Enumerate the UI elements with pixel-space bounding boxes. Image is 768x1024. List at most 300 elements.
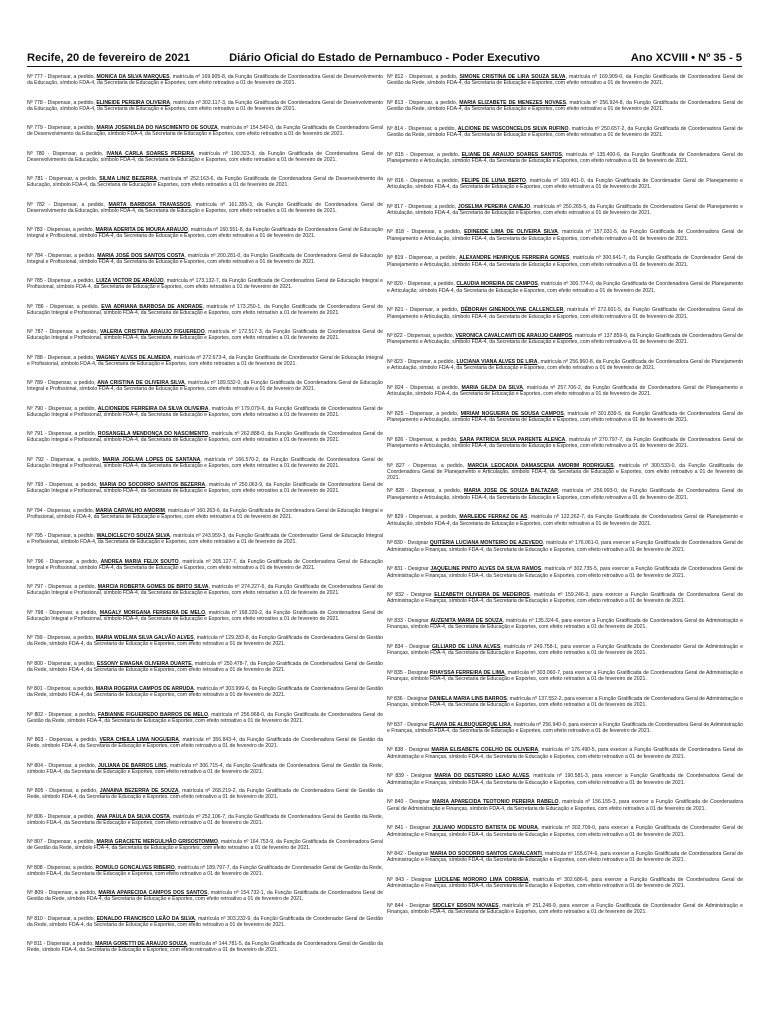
entry-action: Designar: [407, 851, 429, 857]
entry-person-name: MARIA JOELMA LOPES DE SANTANA: [102, 456, 201, 463]
entry-action: Dispensar, a pedido,: [47, 227, 95, 233]
gazette-entry: Nº 791 - Dispensar, a pedido, ROSANGELA MENDONÇA DO NASCIMENTO, matrícula nº 262.888-0, da Função Gratificada de Coordenadora Geral de Educação Integral e Profissional, símbolo FDA-4, da Secretaria de Educação e Esportes, com efeito retroativo a 01 de fevereiro de 2021.: [27, 431, 383, 444]
entry-action: Designar: [409, 902, 431, 909]
entry-action: Dispensar, a pedido,: [47, 125, 95, 131]
entry-person-name: SIMONE CRISTINA DE LIRA SOUZA SILVA: [459, 74, 566, 80]
entry-action: Dispensar, a pedido,: [48, 252, 96, 259]
entry-details: , matrícula nº 303.232-9, da Função Gratificada de Coordenador Geral de Gestão da Rede, símbolo FDA-4, da Secretaria de Educação e Esportes, com efeito retroativo a 01 de fevereiro de 2021.: [27, 915, 383, 928]
entry-number: Nº 836: [387, 695, 403, 702]
entry-number: Nº 788: [27, 354, 43, 361]
gazette-entry: Nº 801 - Dispensar, a pedido, MARIA ROGERIA CAMPOS DE ARRUDA, matrícula nº 303.999-6, da Função Gratificada de Coordenadora Geral de Gestão da Rede, símbolo FDA-4, da Secretaria de Educação e Esportes, com efeito retroativo a 01 de fevereiro de 2021.: [27, 686, 383, 699]
entry-number: Nº 811: [27, 941, 43, 947]
entry-number: Nº 793: [27, 482, 44, 488]
entry-action: Dispensar, a pedido,: [47, 99, 95, 106]
entry-details: , matrícula nº 257.706-2, da Função Gratificada de Coordenadora Geral de Planejamento e Articulação, símbolo FDA-4, da Secretaria de Educação e Esportes, com efeito retroativo a 01 de fevereiro de 2021.: [387, 384, 743, 398]
entry-person-name: MAGALY MORGANA FERREIRA DE MELO: [99, 609, 206, 616]
entry-action: Dispensar, a pedido,: [409, 514, 458, 521]
entry-action: Dispensar, a pedido,: [48, 380, 96, 386]
entry-details: , matrícula nº 305.127-7, da Função Gratificada de Coordenadora Geral de Educação Integral e Profissional, símbolo FDA-4, da Secretaria de Educação e Esportes, com efeito retroativo a 01 de fevereiro de 2021.: [27, 558, 383, 571]
entry-number: Nº 816: [387, 177, 404, 184]
entry-action: Dispensar, a pedido,: [47, 839, 95, 845]
entry-number: Nº 823: [387, 358, 403, 365]
entry-action: Dispensar, a pedido,: [47, 278, 95, 284]
entry-action: Designar: [408, 747, 430, 754]
entry-person-name: VALERIA CRISTINA ARAUJO FIGUEREDO: [100, 329, 205, 335]
entry-action: Dispensar, a pedido,: [47, 660, 96, 667]
entry-details: , matrícula nº 144.781-5, da Função Gratificada de Coordenadora Geral de Gestão da Rede, símbolo FDA-4, da Secretaria de Educação e Esportes, com efeito retroativo a 01 de fevereiro de 2021.: [27, 941, 383, 954]
entry-person-name: MARIA APARECIDA CAMPOS DOS SANTOS: [98, 890, 208, 896]
entry-details: , matrícula nº 274.227-6, da Função Gratificada de Coordenadora Geral de Educação Integral e Profissional, símbolo FDA-4, da Secretaria de Educação e Esportes, com efeito retroativo a 01 de fevereiro de 2021.: [27, 584, 384, 597]
entry-action: Dispensar, a pedido,: [47, 915, 95, 922]
entry-person-name: MARIA GILDA DA SILVA: [461, 384, 523, 391]
entry-number: Nº 819: [387, 255, 404, 262]
entry-action: Dispensar, a pedido,: [47, 864, 95, 871]
entry-action: Dispensar, a pedido,: [409, 436, 458, 443]
entry-number: Nº 822: [387, 333, 403, 339]
gazette-entry: Nº 779 - Dispensar, a pedido, MARIA JOSENILDA DO NASCIMENTO DE SOUZA, matrícula nº 154.540-0, da Função Gratificada de Coordenadora Geral de Desenvolvimento da Educação, símbolo FDA-4, da Secretaria de Educação e Esportes, com efeito retroativo a 01 de fevereiro de 2021.: [27, 125, 383, 138]
entry-person-name: ELIZABETH OLIVEIRA DE MEDEIROS: [434, 592, 530, 598]
entry-action: Dispensar, a pedido,: [47, 74, 95, 80]
entry-details: , matrícula nº 173.132-7, da Função Gratificada de Coordenadora Geral de Educação Integral e Profissional, símbolo FDA-4, da Secretaria de Educação e Esportes, com efeito retroativo a 01 de fevereiro de 2021.: [27, 278, 383, 291]
entry-number: Nº 794: [27, 507, 43, 514]
entry-number: Nº 826: [387, 436, 404, 443]
entry-details: , matrícula nº 189.797-7, da Função Gratificada de Coordenador Geral de Gestão da Rede, símbolo FDA-4, da Secretaria de Educação e Esportes, com efeito retroativo a 01 de fevereiro de 2021.: [27, 864, 384, 877]
entry-number: Nº 800: [27, 660, 43, 667]
entry-action: Dispensar, a pedido,: [52, 150, 104, 157]
entry-person-name: AUZENITA MARIA DE SOUZA: [430, 617, 503, 624]
entry-person-name: EDNALDO FRANCISCO LEÃO DA SILVA: [96, 915, 195, 922]
entry-action: Dispensar, a pedido,: [48, 405, 96, 412]
gazette-entry: Nº 793 - Dispensar, a pedido, MARIA DO SOCORRO SANTOS BEZERRA, matrícula nº 250.063-9, da Função Gratificada de Coordenadora Geral de Educação Integral e Profissional, símbolo FDA-4, da Secretaria de Educação e Esportes, com efeito retroativo a 01 de fevereiro de 2021.: [27, 482, 383, 495]
gazette-entry: Nº 800 - Dispensar, a pedido, ESSONY EWAGNA OLIVEIRA DUARTE, matrícula nº 250.478-7, da Função Gratificada de Coordenadora Geral de Gestão da Rede, símbolo FDA-4, da Secretaria de Educação e Esportes, com efeito retroativo a 01 de fevereiro de 2021.: [27, 660, 383, 673]
entry-person-name: MARIA ELISABETE COELHO DE OLIVEIRA: [431, 747, 539, 754]
entry-number: Nº 831: [387, 566, 403, 573]
entry-action: Dispensar, a pedido,: [49, 482, 98, 488]
gazette-entry: Nº 824 - Dispensar, a pedido, MARIA GILDA DA SILVA, matrícula nº 257.706-2, da Função Gratificada de Coordenadora Geral de Planejamento e Articulação, símbolo FDA-4, da Secretaria de Educação e Esportes, com efeito retroativo a 01 de fevereiro de 2021.: [387, 384, 743, 398]
entry-details: , matrícula nº 159.246-3, para exercer a Função Gratificada de Coordenadora Geral de Administração e Finanças, símbolo FDA-4, da Secretaria de Educação e Esportes, com efeito retroativo a 01 de fevereiro de 2021.: [387, 592, 743, 605]
entry-action: Dispensar, a pedido,: [53, 201, 105, 208]
entry-details: , matrícula nº 179.079-6, da Função Gratificada de Coordenadora Geral de Educação Integral e Profissional, símbolo FDA-4, da Secretaria de Educação e Esportes, com efeito retroativo a 01 de fevereiro de 2021.: [27, 405, 383, 418]
entry-person-name: MARIA ELIZABETE DE MENEZES NOVAES: [459, 99, 566, 106]
entry-person-name: JULIANO MODESTO BATISTA DE MOURA: [432, 825, 538, 832]
gazette-entry: Nº 805 - Dispensar, a pedido, JANAINA BEZERRA DE SOUZA, matrícula nº 268.219-2, da Função Gratificada de Coordenadora Geral de Gestão da Rede, símbolo FDA-4, da Secretaria de Educação e Esportes, com efeito retroativo a 01 de fevereiro de 2021.: [27, 788, 383, 801]
entry-details: , matrícula nº 190.323-3, da Função Gratificada de Coordenadora Geral de Desenvolvimento da Educação, símbolo FDA-4, da Secretaria de Educação e Esportes, com efeito retroativo a 01 de fevereiro de 2021.: [27, 150, 383, 163]
gazette-entry: Nº 816 - Dispensar, a pedido, FELIPE DE LUNA BERTO, matrícula nº 169.461-0, da Função Gratificada de Coordenador Geral de Planejamento e Articulação, símbolo FDA-4, da Secretaria de Educação e Esportes, com efeito retroativo a 01 de fevereiro de 2021.: [387, 177, 743, 190]
entry-number: Nº 798: [27, 609, 44, 616]
gazette-entry: Nº 782 - Dispensar, a pedido, MARTA BARBOSA TRAVASSOS, matrícula nº 161.355-3, da Função Gratificada de Coordenadora Geral de Desenvolvimento da Educação, símbolo FDA-4, da Secretaria de Educação e Esportes, com efeito retroativo a 01 de fevereiro de 2021.: [27, 201, 383, 214]
gazette-entry: Nº 821 - Dispensar, a pedido, DÉBORAH GINENDOLYNE CALLENCLER, matrícula nº 272.601-5, da Função Gratificada de Coordenadora Geral de Planejamento e Articulação, símbolo FDA-4, da Secretaria de Educação e Esportes, com efeito retroativo a 01 de fevereiro de 2021.: [387, 307, 743, 320]
gazette-entry: Nº 789 - Dispensar, a pedido, ANA CRISTINA DE OLIVEIRA SILVA, matrícula nº 189.532-0, da Função Gratificada de Coordenadora Geral de Educação Integral e Profissional, símbolo FDA-4, da Secretaria de Educação e Esportes, com efeito retroativo a 01 de fevereiro de 2021.: [27, 380, 383, 393]
entry-number: Nº 815: [387, 151, 404, 158]
entry-person-name: LUIZA VICTOR DE ARAÚJO: [96, 278, 164, 284]
entry-action: Dispensar, a pedido,: [407, 358, 455, 365]
gazette-entry: Nº 778 - Dispensar, a pedido, ELINEIDE PEREIRA OLIVEIRA, matrícula nº 302.117-3, da Função Gratificada de Coordenadora Geral de Desenvolvimento da Educação, símbolo FDA-4, da Secretaria de Educação e Esportes, com efeito retroativo a 01 de fevereiro de 2021.: [27, 99, 383, 112]
entry-number: Nº 835: [387, 669, 403, 676]
entry-action: Designar: [409, 643, 430, 650]
entry-person-name: VERA CHEILA LIMA NOGUEIRA: [99, 737, 179, 743]
entry-details: , matrícula nº 272.601-5, da Função Gratificada de Coordenadora Geral de Planejamento e Articulação, símbolo FDA-4, da Secretaria de Educação e Esportes, com efeito retroativo a 01 de fevereiro de 2021.: [387, 307, 743, 320]
entry-person-name: MARIA DO SOCORRO SANTOS CAVALCANTI: [430, 851, 542, 857]
entry-number: Nº 840: [387, 799, 404, 806]
entry-person-name: MARIA JOSE DE SOUZA BALTAZAR: [464, 488, 558, 495]
entry-action: Dispensar, a pedido,: [48, 431, 97, 437]
entry-number: Nº 807: [27, 839, 43, 845]
entry-action: Dispensar, a pedido,: [47, 507, 95, 514]
entry-action: Dispensar, a pedido,: [47, 686, 95, 692]
entry-person-name: JULIANA DE BARROS LINS: [97, 762, 167, 769]
entry-action: Dispensar, a pedido,: [49, 176, 98, 182]
gazette-entry: Nº 814 - Dispensar, a pedido, ALCIONE DE VASCONCELOS SILVA RUFINO, matrícula nº 250.657-2, da Função Gratificada de Coordenadora Geral de Gestão da Rede, símbolo FDA-4, da Secretaria de Educação e Esportes, com efeito retroativo a 01 de fevereiro de 2021.: [387, 125, 743, 139]
entry-number: Nº 814: [387, 125, 403, 132]
header-issue-number: Ano XCVIII • Nº 35 - 5: [630, 52, 742, 64]
gazette-entry: Nº 837 - Designar FLAVIA DE ALBUQUERQUE LIRA, matrícula nº 256.940-0, para exercer a Função Gratificada de Coordenadora Geral de Administração e Finanças, símbolo FDA-4, da Secretaria de Educação e Esportes, com efeito retroativo a 01 de fevereiro de 2021.: [387, 721, 743, 734]
entry-person-name: EDINEIDE LIMA DE OLIVEIRA SILVA: [464, 229, 558, 236]
gazette-entry: Nº 780 - Dispensar, a pedido, IVANA CARLA SOARES PEREIRA, matrícula nº 190.323-3, da Função Gratificada de Coordenadora Geral de Desenvolvimento da Educação, símbolo FDA-4, da Secretaria de Educação e Esportes, com efeito retroativo a 01 de fevereiro de 2021.: [27, 150, 383, 163]
entry-person-name: MARIA GRACIETE MERGULHÃO GRISOSTOMMO: [96, 839, 218, 845]
gazette-entry: Nº 828 - Dispensar, a pedido, MARIA JOSE DE SOUZA BALTAZAR, matrícula nº 256.993-0, da Função Gratificada de Coordenadora Geral de Planejamento e Articulação, símbolo FDA-4, da Secretaria de Educação e Esportes, com efeito retroativo a 01 de fevereiro de 2021.: [387, 488, 743, 501]
gazette-entry: Nº 797 - Dispensar, a pedido, MARCIA ROBERTA GOMES DE BRITO SILVA, matrícula nº 274.227-6, da Função Gratificada de Coordenadora Geral de Educação Integral e Profissional, símbolo FDA-4, da Secretaria de Educação e Esportes, com efeito retroativo a 01 de fevereiro de 2021.: [27, 584, 384, 597]
entry-action: Dispensar, a pedido,: [49, 737, 98, 743]
entry-action: Designar: [408, 566, 429, 573]
entry-action: Dispensar, a pedido,: [50, 456, 100, 463]
entry-action: Dispensar, a pedido,: [48, 584, 96, 590]
entry-details: , matrícula nº 176.061-0, para exercer a Função Gratificada de Coordenadora Geral de Administração e Finanças, símbolo FDA-4, da Secretaria de Educação e Esportes, com efeito retroativo a 01 de fevereiro de 2021.: [387, 540, 743, 553]
entry-number: Nº 806: [27, 813, 43, 820]
entry-action: Dispensar, a pedido,: [408, 125, 456, 132]
gazette-entry: Nº 822 - Dispensar, a pedido, VERONICA CAVALCANTI DE ARAUJO CAMPOS, matrícula nº 137.859-9, da Função Gratificada de Coordenadora Geral de Planejamento e Articulação, símbolo FDA-4, da Secretaria de Educação e Esportes, com efeito retroativo a 01 de fevereiro de 2021.: [387, 333, 743, 346]
entry-details: , matrícula nº 249.758-1, para exercer a Função Gratificada de Coordenador Geral de Administração e Finanças, símbolo FDA-4, da Secretaria de Educação e Esportes, com efeito retroativo a 01 de fevereiro de 2021.: [387, 643, 743, 657]
entry-person-name: SARA PATRICIA SILVA PARENTE ALENCA: [459, 436, 566, 443]
entry-action: Dispensar, a pedido,: [409, 410, 459, 417]
entry-number: Nº 837: [387, 721, 403, 728]
entry-person-name: ROSANGELA MENDONÇA DO NASCIMENTO: [97, 431, 209, 437]
entry-person-name: MARIA ADERITA DE MOURA ARAUJO: [95, 227, 188, 233]
entry-number: Nº 792: [27, 456, 44, 463]
entry-person-name: MARIA ROGERIA CAMPOS DE ARRUDA: [95, 686, 194, 692]
entry-number: Nº 795: [27, 533, 43, 539]
entry-person-name: IVANA CARLA SOARES PEREIRA: [106, 150, 194, 157]
gazette-entry: Nº 836 - Designar DANIELA MARIA LINS BARROS, matrícula nº 137.552-2, para exercer a Função Gratificada de Coordenadora Geral de Administração e Finanças, símbolo FDA-4, da Secretaria de Educação e Esportes, com efeito retroativo a 01 de fevereiro de 2021.: [387, 695, 743, 708]
entry-number: Nº 780: [27, 150, 45, 157]
entry-action: Designar: [409, 825, 431, 832]
entry-details: , matrícula nº 168.220-2, da Função Gratificada de Coordenadora Geral de Educação Integral e Profissional, símbolo FDA-4, da Secretaria de Educação e Esportes, com efeito retroativo a 01 de fevereiro de 2021.: [27, 609, 383, 622]
entry-number: Nº 789: [27, 380, 43, 386]
entry-person-name: WAGNEY ALVES DE ALMEIDA: [96, 354, 171, 361]
entry-action: Designar: [407, 695, 428, 702]
gazette-entry: Nº 796 - Dispensar, a pedido, ANDREA MARIA FELIX SOUTO, matrícula nº 305.127-7, da Função Gratificada de Coordenadora Geral de Educação Integral e Profissional, símbolo FDA-4, da Secretaria de Educação e Esportes, com efeito retroativo a 01 de fevereiro de 2021.: [27, 558, 383, 571]
entry-action: Dispensar, a pedido,: [409, 74, 458, 80]
gazette-entry: Nº 808 - Dispensar, a pedido, ROMULO GONCALVES RIBEIRO, matrícula nº 189.797-7, da Função Gratificada de Coordenador Geral de Gestão da Rede, símbolo FDA-4, da Secretaria de Educação e Esportes, com efeito retroativo a 01 de fevereiro de 2021.: [27, 864, 384, 877]
gazette-entry: Nº 781 - Dispensar, a pedido, SILMA LINIZ BEZERRA, matrícula nº 252.163-6, da Função Gratificada de Coordenadora Geral de Desenvolvimento da Educação, símbolo FDA-4, da Secretaria de Educação e Esportes, com efeito retroativo a 01 de fevereiro de 2021.: [27, 176, 383, 189]
gazette-entry: Nº 809 - Dispensar, a pedido, MARIA APARECIDA CAMPOS DOS SANTOS, matrícula nº 154.732-1, da Função Gratificada de Coordenadora Geral de Gestão da Rede, símbolo FDA-4, da Secretaria de Educação e Esportes, com efeito retroativo a 01 de fevereiro de 2021.: [27, 890, 383, 903]
gazette-entry: Nº 844 - Designar SIDCLEY EDSON NOVAES, matrícula nº 251.248-9, para exercer a Função Gratificada de Coordenador Geral de Administração e Finanças, símbolo FDA-4, da Secretaria de Educação e Esportes, com efeito retroativo a 01 de fevereiro de 2021.: [387, 902, 743, 916]
entry-number: Nº 834: [387, 643, 404, 650]
gazette-entry: Nº 835 - Designar RHAYSSA FERREIRA DE LIMA, matrícula nº 303.060-7, para exercer a Função Gratificada de Coordenadora Geral de Administração e Finanças, símbolo FDA-4, da Secretaria de Educação e Esportes, com efeito retroativo a 01 de fevereiro de 2021.: [387, 669, 743, 683]
entry-person-name: MARTA BARBOSA TRAVASSOS: [108, 201, 191, 208]
entry-person-name: MARIA CARVALHO AMORIM: [95, 507, 165, 514]
entry-details: , matrícula nº 306.715-4, da Função Gratificada de Coordenadora Geral de Gestão da Rede, símbolo FDA-4, da Secretaria de Educação e Esportes, com efeito retroativo a 01 de fevereiro de 2021.: [27, 762, 383, 775]
entry-action: Dispensar, a pedido,: [407, 333, 455, 339]
entry-person-name: ALEXANDRE HENRIQUE FERREIRA GOMES: [458, 255, 570, 262]
gazette-entry: Nº 792 - Dispensar, a pedido, MARIA JOELMA LOPES DE SANTANA, matrícula nº 166.570-2, da Função Gratificada de Coordenadora Geral de Educação Integral e Profissional, símbolo FDA-4, da Secretaria de Educação e Esportes, com efeito retroativo a 01 de fevereiro de 2021.: [27, 456, 383, 469]
gazette-entry: Nº 820 - Dispensar, a pedido, CLAUDIA MOREIRA DE CAMPOS, matrícula nº 300.774-0, da Função Gratificada de Coordenadora Geral de Planejamento e Articulação, símbolo FDA-4, da Secretaria de Educação e Esportes, com efeito retroativo a 01 de fevereiro de 2021.: [387, 281, 743, 294]
entry-details: , matrícula nº 303.999-6, da Função Gratificada de Coordenadora Geral de Gestão da Rede, símbolo FDA-4, da Secretaria de Educação e Esportes, com efeito retroativo a 01 de fevereiro de 2021.: [27, 686, 383, 699]
entry-details: , matrícula nº 137.859-9, da Função Gratificada de Coordenadora Geral de Planejamento e Articulação, símbolo FDA-4, da Secretaria de Educação e Esportes, com efeito retroativo a 01 de fevereiro de 2021.: [387, 333, 743, 346]
entry-person-name: MIRIAM NOGUEIRA DE SOUSA CAMPOS: [460, 410, 564, 417]
entry-number: Nº 785: [27, 278, 43, 284]
entry-details: , matrícula nº 256.968-0, da Função Gratificada de Coordenadora Geral de Gestão da Rede, símbolo FDA-4, da Secretaria de Educação e Esportes, com efeito retroativo a 01 de fevereiro de 2021.: [27, 711, 383, 724]
gazette-entry: Nº 812 - Dispensar, a pedido, SIMONE CRISTINA DE LIRA SOUZA SILVA, matrícula nº 169.909-0, da Função Gratificada de Coordenadora Geral de Gestão da Rede, símbolo FDA-4, da Secretaria de Educação e Esportes, com efeito retroativo a 01 de fevereiro de 2021.: [387, 74, 743, 87]
entry-details: , matrícula nº 256.993-0, da Função Gratificada de Coordenadora Geral de Planejamento e Articulação, símbolo FDA-4, da Secretaria de Educação e Esportes, com efeito retroativo a 01 de fevereiro de 2021.: [387, 488, 743, 501]
gazette-entry: Nº 787 - Dispensar, a pedido, VALERIA CRISTINA ARAUJO FIGUEREDO, matrícula nº 172.517-3, da Função Gratificada de Coordenadora Geral de Educação Integral e Profissional, símbolo FDA-4, da Secretaria de Educação e Esportes, com efeito retroativo a 01 de fevereiro de 2021.: [27, 329, 383, 342]
gazette-entry: Nº 838 - Designar MARIA ELISABETE COELHO DE OLIVEIRA, matrícula nº 176.490-5, para exercer a Função Gratificada de Coordenadora Geral de Administração e Finanças, símbolo FDA-4, da Secretaria de Educação e Esportes, com efeito retroativo a 01 de fevereiro de 2021.: [387, 747, 743, 760]
entry-number: Nº 841: [387, 825, 404, 832]
entry-action: Dispensar, a pedido,: [411, 229, 462, 236]
entry-action: Dispensar, a pedido,: [47, 354, 95, 361]
entry-details: , matrícula nº 300.774-0, da Função Gratificada de Coordenadora Geral de Planejamento e Articulação, símbolo FDA-4, da Secretaria de Educação e Esportes, com efeito retroativo a 01 de fevereiro de 2021.: [387, 281, 743, 294]
entry-number: Nº 797: [27, 584, 43, 590]
entry-action: Dispensar, a pedido,: [410, 151, 460, 158]
entry-number: Nº 830: [387, 540, 403, 547]
entry-details: , matrícula nº 272.673-4, da Função Gratificada de Coordenador Geral de Educação Integral e Profissional, símbolo FDA-4, da Secretaria de Educação e Esportes, com efeito retroativo a 01 de fevereiro de 2021.: [27, 354, 383, 367]
entry-details: , matrícula nº 155.674-6, para exercer a Função Gratificada de Coordenadora Geral de Administração e Finanças, símbolo FDA-4, da Secretaria de Educação e Esportes, com efeito retroativo a 01 de fevereiro de 2021.: [387, 851, 743, 864]
entry-details: , matrícula nº 356.843-4, da Função Gratificada de Coordenadora Geral de Gestão da Rede, símbolo FDA-4, da Secretaria de Educação e Esportes, com efeito retroativo a 01 de fevereiro de 2021.: [27, 737, 383, 750]
entry-number: Nº 838: [387, 747, 404, 754]
entry-person-name: VERONICA CAVALCANTI DE ARAUJO CAMPOS: [455, 333, 573, 339]
entry-person-name: SILMA LINIZ BEZERRA: [99, 176, 157, 182]
entry-details: , matrícula nº 302.117-3, da Função Gratificada de Coordenadora Geral de Desenvolvimento da Educação, símbolo FDA-4, da Secretaria de Educação e Esportes, com efeito retroativo a 01 de fevereiro de 2021.: [27, 99, 383, 112]
entry-details: , matrícula nº 252.163-6, da Função Gratificada de Coordenadora Geral de Desenvolvimento da Educação, símbolo FDA-4, da Secretaria de Educação e Esportes, com efeito retroativo a 01 de fevereiro de 2021.: [27, 176, 383, 189]
entry-details: , matrícula nº 190.581-3, para exercer a Função Gratificada de Coordenadora Geral de Administração e Finanças, símbolo FDA-4, da Secretaria de Educação e Esportes, com efeito retroativo a 01 de fevereiro de 2021.: [387, 773, 743, 786]
entry-action: Dispensar, a pedido,: [50, 303, 99, 310]
entry-number: Nº 809: [27, 890, 44, 896]
entry-person-name: LUCILENE MORORO LIMA CORREIA: [434, 876, 529, 883]
entry-number: Nº 817: [387, 203, 403, 210]
gazette-entry: Nº 832 - Designar ELIZABETH OLIVEIRA DE MEDEIROS, matrícula nº 159.246-3, para exercer a Função Gratificada de Coordenadora Geral de Administração e Finanças, símbolo FDA-4, da Secretaria de Educação e Esportes, com efeito retroativo a 01 de fevereiro de 2021.: [387, 592, 743, 605]
entry-number: Nº 777: [27, 74, 43, 80]
entry-action: Dispensar, a pedido,: [411, 488, 462, 495]
gazette-entry: Nº 798 - Dispensar, a pedido, MAGALY MORGANA FERREIRA DE MELO, matrícula nº 168.220-2, da Função Gratificada de Coordenadora Geral de Educação Integral e Profissional, símbolo FDA-4, da Secretaria de Educação e Esportes, com efeito retroativo a 01 de fevereiro de 2021.: [27, 609, 383, 622]
entry-action: Dispensar, a pedido,: [409, 307, 459, 314]
entry-number: Nº 833: [387, 617, 403, 624]
gazette-entry: Nº 817 - Dispensar, a pedido, JOSELMA PEREIRA CANEJO, matrícula nº 250.265-5, da Função Gratificada de Coordenadora Geral de Planejamento e Articulação, símbolo FDA-4, da Secretaria de Educação e Esportes, com efeito retroativo a 01 de fevereiro de 2021.: [387, 203, 743, 216]
gazette-entry: Nº 777 - Dispensar, a pedido, MONICA DA SILVA MARQUES, matrícula nº 169.905-8, da Função Gratificada de Coordenadora Geral de Desenvolvimento da Educação, símbolo FDA-4, da Secretaria de Educação e Esportes, com efeito retroativo a 01 de fevereiro de 2021.: [27, 74, 383, 87]
entry-details: , matrícula nº 256.924-8, da Função Gratificada de Coordenadora Geral de Gestão da Rede, símbolo FDA-4, da Secretaria de Educação e Esportes, com efeito retroativo a 01 de fevereiro de 2021.: [387, 99, 744, 113]
entry-number: Nº 778: [27, 99, 43, 106]
entry-action: Designar: [407, 540, 429, 547]
entry-person-name: MARIA GORETTI DE ARAUJO SOUZA: [95, 941, 188, 947]
gazette-entry: Nº 811 - Dispensar, a pedido, MARIA GORETTI DE ARAUJO SOUZA, matrícula nº 144.781-5, da Função Gratificada de Coordenadora Geral de Gestão da Rede, símbolo FDA-4, da Secretaria de Educação e Esportes, com efeito retroativo a 01 de fevereiro de 2021.: [27, 941, 383, 954]
entry-details: , matrícula nº 250.478-7, da Função Gratificada de Coordenadora Geral de Gestão da Rede, símbolo FDA-4, da Secretaria de Educação e Esportes, com efeito retroativo a 01 de fevereiro de 2021.: [27, 660, 383, 673]
gazette-entry: Nº 799 - Dispensar, a pedido, MARIA WDELMA SILVA GALVÃO ALVES, matrícula nº 129.283-8, da Função Gratificada de Coordenadora Geral de Gestão da Rede, símbolo FDA-4, da Secretaria de Educação e Esportes, com efeito retroativo a 01 de fevereiro de 2021.: [27, 635, 383, 648]
entry-person-name: MARLEIDE FERRAZ DE AS: [459, 514, 528, 521]
entry-person-name: MARIA WDELMA SILVA GALVÃO ALVES: [95, 635, 194, 641]
gazette-entry: Nº 818 - Dispensar, a pedido, EDINEIDE LIMA DE OLIVEIRA SILVA, matrícula nº 157.031-5, da Função Gratificada de Coordenadora Geral de Planejamento e Articulação, símbolo FDA-4, da Secretaria de Educação e Esportes, com efeito retroativo a 01 de fevereiro de 2021.: [387, 229, 744, 242]
entry-number: Nº 808: [27, 864, 43, 871]
gazette-entry: Nº 788 - Dispensar, a pedido, WAGNEY ALVES DE ALMEIDA, matrícula nº 272.673-4, da Função Gratificada de Coordenador Geral de Educação Integral e Profissional, símbolo FDA-4, da Secretaria de Educação e Esportes, com efeito retroativo a 01 de fevereiro de 2021.: [27, 354, 383, 367]
entry-details: , matrícula nº 135.324-6, para exercer a Função Gratificada de Coordenadora Geral de Administração e Finanças, símbolo FDA-4, da Secretaria de Educação e Esportes, com efeito retroativo a 01 de fevereiro de 2021.: [387, 617, 743, 631]
gazette-entry: Nº 842 - Designar MARIA DO SOCORRO SANTOS CAVALCANTI, matrícula nº 155.674-6, para exercer a Função Gratificada de Coordenadora Geral de Administração e Finanças, símbolo FDA-4, da Secretaria de Educação e Esportes, com efeito retroativo a 01 de fevereiro de 2021.: [387, 851, 743, 864]
gazette-entry: Nº 784 - Dispensar, a pedido, MARIA JOSÉ DOS SANTOS COSTA, matrícula nº 200.281-0, da Função Gratificada de Coordenadora Geral de Educação Integral e Profissional, símbolo FDA-4, da Secretaria de Educação e Esportes, com efeito retroativo a 01 de fevereiro de 2021.: [27, 252, 383, 265]
entry-number: Nº 827: [387, 462, 405, 469]
gazette-entry: Nº 802 - Dispensar, a pedido, FABIANNE FIGUEIREDO BARROS DE MELO, matrícula nº 256.968-0, da Função Gratificada de Coordenadora Geral de Gestão da Rede, símbolo FDA-4, da Secretaria de Educação e Esportes, com efeito retroativo a 01 de fevereiro de 2021.: [27, 711, 383, 724]
entry-action: Dispensar, a pedido,: [47, 635, 95, 641]
entry-person-name: ANDREA MARIA FELIX SOUTO: [100, 558, 179, 565]
entry-number: Nº 779: [27, 125, 43, 131]
entry-details: , matrícula nº 154.540-0, da Função Gratificada de Coordenadora Geral de Desenvolvimento da Educação, símbolo FDA-4, da Secretaria de Educação e Esportes, com efeito retroativo a 01 de fevereiro de 2021.: [27, 125, 383, 138]
page-header: [27, 52, 742, 67]
entry-person-name: FABIANNE FIGUEIREDO BARROS DE MELO: [98, 711, 208, 718]
entry-number: Nº 828: [387, 488, 405, 495]
entry-details: , matrícula nº 250.657-2, da Função Gratificada de Coordenadora Geral de Gestão da Rede, símbolo FDA-4, da Secretaria de Educação e Esportes, com efeito retroativo a 01 de fevereiro de 2021.: [387, 125, 743, 139]
entry-person-name: ANA PAULA DA SILVA COSTA: [96, 813, 170, 820]
entry-details: , matrícula nº 302.686-6, para exercer a Função Gratificada de Coordenadora Geral de Administração e Finanças, símbolo FDA-4, da Secretaria de Educação e Esportes, com efeito retroativo a 01 de fevereiro de 2021.: [387, 876, 743, 890]
gazette-entry: Nº 813 - Dispensar, a pedido, MARIA ELIZABETE DE MENEZES NOVAES, matrícula nº 256.924-8, da Função Gratificada de Coordenadora Geral de Gestão da Rede, símbolo FDA-4, da Secretaria de Educação e Esportes, com efeito retroativo a 01 de fevereiro de 2021.: [387, 99, 744, 113]
entry-action: Dispensar, a pedido,: [408, 255, 457, 262]
entry-person-name: MARIA JOSÉ DOS SANTOS COSTA: [97, 252, 185, 259]
gazette-entry: Nº 785 - Dispensar, a pedido, LUIZA VICTOR DE ARAÚJO, matrícula nº 173.132-7, da Função Gratificada de Coordenadora Geral de Educação Integral e Profissional, símbolo FDA-4, da Secretaria de Educação e Esportes, com efeito retroativo a 01 de fevereiro de 2021.: [27, 278, 383, 291]
entry-person-name: MARCIA ROBERTA GOMES DE BRITO SILVA: [97, 584, 209, 590]
gazette-entry: Nº 783 - Dispensar, a pedido, MARIA ADERITA DE MOURA ARAUJO, matrícula nº 160.551-8, da Função Gratificada de Coordenadora Geral de Educação Integral e Profissional, símbolo FDA-4, da Secretaria de Educação e Esportes, com efeito retroativo a 01 de fevereiro de 2021.: [27, 227, 383, 240]
entry-number: Nº 804: [27, 762, 44, 769]
entry-details: , matrícula nº 189.532-0, da Função Gratificada de Coordenadora Geral de Educação Integral e Profissional, símbolo FDA-4, da Secretaria de Educação e Esportes, com efeito retroativo a 01 de fevereiro de 2021.: [27, 380, 383, 393]
entry-action: Designar: [411, 876, 432, 883]
gazette-entry: Nº 815 - Dispensar, a pedido, ELIANE DE ARAUJO SOARES SANTOS, matrícula nº 135.400-6, da Função Gratificada de Coordenadora Geral de Planejamento e Articulação, símbolo FDA-4, da Secretaria de Educação e Esportes, com efeito retroativo a 01 de fevereiro de 2021.: [387, 151, 743, 165]
entry-person-name: LUCIANA VIANA ALVES DE LIRA: [456, 358, 538, 365]
entry-details: , matrícula nº 256.940-0, para exercer a Função Gratificada de Coordenadora Geral de Administração e Finanças, símbolo FDA-4, da Secretaria de Educação e Esportes, com efeito retroativo a 01 de fevereiro de 2021.: [387, 721, 743, 734]
entry-details: , matrícula nº 173.250-1, da Função Gratificada de Coordenadora Geral de Educação Integral e Profissional, símbolo FDA-4, da Secretaria de Educação e Esportes, com efeito retroativo a 01 de fevereiro de 2021.: [27, 303, 383, 316]
entry-number: Nº 791: [27, 431, 43, 437]
entry-number: Nº 805: [27, 788, 44, 794]
entry-action: Designar: [411, 773, 432, 780]
gazette-entry: Nº 843 - Designar LUCILENE MORORO LIMA CORREIA, matrícula nº 302.686-6, para exercer a Função Gratificada de Coordenadora Geral de Administração e Finanças, símbolo FDA-4, da Secretaria de Educação e Esportes, com efeito retroativo a 01 de fevereiro de 2021.: [387, 876, 743, 890]
entry-person-name: RHAYSSA FERREIRA DE LIMA: [429, 669, 505, 676]
gazette-entry: Nº 827 - Dispensar, a pedido, MARCIA LEOCADIA DAMASCENA AMORIM RODRIGUES, matrícula nº 300.533-0, da Função Gratificada de Coordenadora Geral de Planejamento e Articulação, símbolo FDA-4, da Secretaria de Educação e Esportes, com efeito retroativo a 01 de fevereiro de 2021.: [387, 462, 743, 482]
gazette-entry: Nº 807 - Dispensar, a pedido, MARIA GRACIETE MERGULHÃO GRISOSTOMMO, matrícula nº 164.753-9, da Função Gratificada de Coordenadora Geral de Gestão da Rede, símbolo FDA-4, da Secretaria de Educação e Esportes, com efeito retroativo a 01 de fevereiro de 2021.: [27, 839, 383, 852]
entry-action: Dispensar, a pedido,: [407, 281, 455, 288]
entry-number: Nº 812: [387, 74, 404, 80]
entry-number: Nº 799: [27, 635, 43, 641]
entry-person-name: ELIANE DE ARAUJO SOARES SANTOS: [461, 151, 562, 158]
entry-action: Dispensar, a pedido,: [46, 941, 94, 947]
header-date: Recife, 20 de fevereiro de 2021: [27, 52, 190, 64]
entry-action: Dispensar, a pedido,: [408, 203, 457, 210]
gazette-entry: Nº 825 - Dispensar, a pedido, MIRIAM NOGUEIRA DE SOUSA CAMPOS, matrícula nº 301.839-5, da Função Gratificada de Coordenadora Geral de Planejamento e Articulação, símbolo FDA-4, da Secretaria de Educação e Esportes, com efeito retroativo a 01 de fevereiro de 2021.: [387, 410, 744, 424]
entry-details: , matrícula nº 300.641-7, da Função Gratificada de Coordenador Geral de Planejamento e Articulação, símbolo FDA-4, da Secretaria de Educação e Esportes, com efeito retroativo a 01 de fevereiro de 2021.: [387, 255, 743, 268]
entry-details: , matrícula nº 169.461-0, da Função Gratificada de Coordenador Geral de Planejamento e Articulação, símbolo FDA-4, da Secretaria de Educação e Esportes, com efeito retroativo a 01 de fevereiro de 2021.: [387, 177, 743, 190]
entry-action: Dispensar, a pedido,: [48, 762, 97, 769]
gazette-entry: Nº 786 - Dispensar, a pedido, EVA ADRIANA BARBOSA DE ANDRADE, matrícula nº 173.250-1, da Função Gratificada de Coordenadora Geral de Educação Integral e Profissional, símbolo FDA-4, da Secretaria de Educação e Esportes, com efeito retroativo a 01 de fevereiro de 2021.: [27, 303, 383, 316]
entry-details: , matrícula nº 122.262-7, da Função Gratificada de Coordenadora Geral de Planejamento e Articulação, símbolo FDA-4, da Secretaria de Educação e Esportes, com efeito retroativo a 01 de fevereiro de 2021.: [387, 514, 743, 527]
entry-person-name: ALCIONEIDE FERREIRA DA SILVA OLIVEIRA: [97, 405, 209, 412]
entry-action: Dispensar, a pedido,: [49, 558, 99, 565]
entry-person-name: MARIA JOSENILDA DO NASCIMENTO DE SOUZA: [96, 125, 218, 131]
entry-action: Designar: [407, 721, 428, 728]
gazette-entry: Nº 804 - Dispensar, a pedido, JULIANA DE BARROS LINS, matrícula nº 306.715-4, da Função Gratificada de Coordenadora Geral de Gestão da Rede, símbolo FDA-4, da Secretaria de Educação e Esportes, com efeito retroativo a 01 de fevereiro de 2021.: [27, 762, 383, 775]
entry-details: , matrícula nº 243.959-3, da Função Gratificada de Coordenador Geral de Educação Integral e Profissional, símbolo FDA-4, da Secretaria de Educação e Esportes, com efeito retroativo a 01 de fevereiro de 2021.: [27, 533, 383, 546]
gazette-entry: Nº 833 - Designar AUZENITA MARIA DE SOUZA, matrícula nº 135.324-6, para exercer a Função Gratificada de Coordenadora Geral de Administração e Finanças, símbolo FDA-4, da Secretaria de Educação e Esportes, com efeito retroativo a 01 de fevereiro de 2021.: [387, 617, 743, 631]
entry-number: Nº 796: [27, 558, 44, 565]
entry-person-name: ELINEIDE PEREIRA OLIVEIRA: [96, 99, 171, 106]
entry-person-name: FELIPE DE LUNA BERTO: [461, 177, 526, 184]
entry-action: Designar: [408, 617, 429, 624]
entry-details: , matrícula nº 176.490-5, para exercer a Função Gratificada de Coordenadora Geral de Administração e Finanças, símbolo FDA-4, da Secretaria de Educação e Esportes, com efeito retroativo a 01 de fevereiro de 2021.: [387, 747, 743, 760]
entry-number: Nº 786: [27, 303, 44, 310]
entry-person-name: EVA ADRIANA BARBOSA DE ANDRADE: [101, 303, 203, 310]
entry-person-name: ALCIONE DE VASCONCELOS SILVA RUFINO: [457, 125, 569, 132]
entry-action: Dispensar, a pedido,: [410, 177, 460, 184]
gazette-entry: Nº 840 - Designar MARIA APARECIDA TEOTONIO PEREIRA RABELO, matrícula nº 156.155-3, para exercer a Função Gratificada de Coordenadora Geral de Administração e Finanças, símbolo FDA-4, da Secretaria de Educação e Esportes, com efeito retroativo a 01 de fevereiro de 2021.: [387, 799, 743, 812]
entry-details: , matrícula nº 157.031-5, da Função Gratificada de Coordenadora Geral de Planejamento e Articulação, símbolo FDA-4, da Secretaria de Educação e Esportes, com efeito retroativo a 01 de fevereiro de 2021.: [387, 229, 744, 242]
entry-person-name: ROMULO GONCALVES RIBEIRO: [95, 864, 175, 871]
gazette-entry: Nº 834 - Designar GILLIARD DE LUNA ALVES, matrícula nº 249.758-1, para exercer a Função Gratificada de Coordenador Geral de Administração e Finanças, símbolo FDA-4, da Secretaria de Educação e Esportes, com efeito retroativo a 01 de fevereiro de 2021.: [387, 643, 743, 657]
entry-person-name: MARCIA LEOCADIA DAMASCENA AMORIM RODRIGUES: [467, 462, 614, 469]
gazette-entry: Nº 831 - Designar JAQUELINE PINTO ALVES DA SILVA RAMOS, matrícula nº 302.735-5, para exercer a Função Gratificada de Coordenadora Geral de Administração e Finanças, símbolo FDA-4, da Secretaria de Educação e Esportes, com efeito retroativo a 01 de fevereiro de 2021.: [387, 566, 743, 579]
entry-person-name: JAQUELINE PINTO ALVES DA SILVA RAMOS: [430, 566, 542, 573]
gazette-entry: Nº 803 - Dispensar, a pedido, VERA CHEILA LIMA NOGUEIRA, matrícula nº 356.843-4, da Função Gratificada de Coordenadora Geral de Gestão da Rede, símbolo FDA-4, da Secretaria de Educação e Esportes, com efeito retroativo a 01 de fevereiro de 2021.: [27, 737, 383, 750]
entry-number: Nº 829: [387, 514, 404, 521]
entry-action: Dispensar, a pedido,: [48, 890, 97, 896]
entry-details: , matrícula nº 302.709-0, para exercer a Função Gratificada de Coordenador Geral de Administração e Finanças, símbolo FDA-4, da Secretaria de Educação e Esportes, com efeito retroativo a 01 de fevereiro de 2021.: [387, 825, 743, 838]
entry-person-name: MARIA APARECIDA TEOTONIO PEREIRA RABELO: [432, 799, 559, 806]
entry-person-name: DANIELA MARIA LINS BARROS: [429, 695, 507, 702]
entry-action: Dispensar, a pedido,: [49, 329, 98, 335]
gazette-entry: Nº 841 - Designar JULIANO MODESTO BATISTA DE MOURA, matrícula nº 302.709-0, para exercer a Função Gratificada de Coordenador Geral de Administração e Finanças, símbolo FDA-4, da Secretaria de Educação e Esportes, com efeito retroativo a 01 de fevereiro de 2021.: [387, 825, 743, 838]
entry-details: , matrícula nº 250.063-9, da Função Gratificada de Coordenadora Geral de Educação Integral e Profissional, símbolo FDA-4, da Secretaria de Educação e Esportes, com efeito retroativo a 01 de fevereiro de 2021.: [27, 482, 383, 495]
entry-person-name: SIDCLEY EDSON NOVAES: [432, 902, 499, 909]
entry-details: , matrícula nº 251.248-9, para exercer a Função Gratificada de Coordenador Geral de Administração e Finanças, símbolo FDA-4, da Secretaria de Educação e Esportes, com efeito retroativo a 01 de fevereiro de 2021.: [387, 902, 743, 916]
entry-details: , matrícula nº 250.265-5, da Função Gratificada de Coordenadora Geral de Planejamento e Articulação, símbolo FDA-4, da Secretaria de Educação e Esportes, com efeito retroativo a 01 de fevereiro de 2021.: [387, 203, 743, 216]
entry-details: , matrícula nº 129.283-8, da Função Gratificada de Coordenadora Geral de Gestão da Rede, símbolo FDA-4, da Secretaria de Educação e Esportes, com efeito retroativo a 01 de fevereiro de 2021.: [27, 635, 383, 648]
entry-person-name: WALDICLECYO SOUZA SILVA: [96, 533, 170, 539]
entry-person-name: MONICA DA SILVA MARQUES: [96, 74, 170, 80]
header-publication-title: Diário Oficial do Estado de Pernambuco - Poder Executivo: [229, 52, 540, 64]
entry-number: Nº 803: [27, 737, 44, 743]
entry-action: Dispensar, a pedido,: [48, 711, 97, 718]
entry-action: Designar: [409, 799, 430, 806]
gazette-entry: Nº 806 - Dispensar, a pedido, ANA PAULA DA SILVA COSTA, matrícula nº 252.106-7, da Função Gratificada de Coordenadora Geral de Gestão da Rede, símbolo FDA-4, da Secretaria de Educação e Esportes, com efeito retroativo a 01 de fevereiro de 2021.: [27, 813, 383, 826]
entry-person-name: GILLIARD DE LUNA ALVES: [431, 643, 501, 650]
entry-number: Nº 818: [387, 229, 405, 236]
entry-details: , matrícula nº 302.735-5, para exercer a Função Gratificada de Coordenadora Geral de Administração e Finanças, símbolo FDA-4, da Secretaria de Educação e Esportes, com efeito retroativo a 01 de fevereiro de 2021.: [387, 566, 743, 579]
entry-details: , matrícula nº 252.106-7, da Função Gratificada de Coordenadora Geral de Gestão da Rede, símbolo FDA-4, da Secretaria de Educação e Esportes, com efeito retroativo a 01 de fevereiro de 2021.: [27, 813, 383, 826]
entry-number: Nº 784: [27, 252, 43, 259]
entry-person-name: MARIA DO DESTERRO LEAO ALVES: [434, 773, 530, 780]
entry-details: , matrícula nº 200.281-0, da Função Gratificada de Coordenadora Geral de Educação Integral e Profissional, símbolo FDA-4, da Secretaria de Educação e Esportes, com efeito retroativo a 01 de fevereiro de 2021.: [27, 252, 383, 265]
gazette-entry: Nº 823 - Dispensar, a pedido, LUCIANA VIANA ALVES DE LIRA, matrícula nº 256.960-8, da Função Gratificada de Coordenadora Geral de Planejamento e Articulação, símbolo FDA-4, da Secretaria de Educação e Esportes, com efeito retroativo a 01 de fevereiro de 2021.: [387, 358, 743, 372]
entry-action: Dispensar, a pedido,: [410, 384, 460, 391]
entry-number: Nº 842: [387, 851, 403, 857]
entry-action: Dispensar, a pedido,: [49, 609, 98, 616]
entry-action: Dispensar, a pedido,: [47, 533, 95, 539]
entry-number: Nº 781: [27, 176, 44, 182]
gazette-entry: Nº 790 - Dispensar, a pedido, ALCIONEIDE FERREIRA DA SILVA OLIVEIRA, matrícula nº 179.079-6, da Função Gratificada de Coordenadora Geral de Educação Integral e Profissional, símbolo FDA-4, da Secretaria de Educação e Esportes, com efeito retroativo a 01 de fevereiro de 2021.: [27, 405, 383, 418]
entry-number: Nº 802: [27, 711, 44, 718]
entry-details: , matrícula nº 161.355-3, da Função Gratificada de Coordenadora Geral de Desenvolvimento da Educação, símbolo FDA-4, da Secretaria de Educação e Esportes, com efeito retroativo a 01 de fevereiro de 2021.: [27, 201, 383, 214]
entry-number: Nº 783: [27, 227, 43, 233]
entry-action: Dispensar, a pedido,: [49, 788, 98, 794]
gazette-entry: Nº 794 - Dispensar, a pedido, MARIA CARVALHO AMORIM, matrícula nº 160.263-6, da Função Gratificada de Coordenadora Geral de Educação Integral e Profissional, símbolo FDA-4, da Secretaria de Educação e Esportes, com efeito retroativo a 01 de fevereiro de 2021.: [27, 507, 383, 520]
entry-person-name: FLAVIA DE ALBUQUERQUE LIRA: [429, 721, 511, 728]
entry-details: , matrícula nº 270.797-7, da Função Gratificada de Coordenadora Geral de Planejamento e Articulação, símbolo FDA-4, da Secretaria de Educação e Esportes, com efeito retroativo a 01 de fevereiro de 2021.: [387, 436, 744, 449]
entry-details: , matrícula nº 166.570-2, da Função Gratificada de Coordenadora Geral de Educação Integral e Profissional, símbolo FDA-4, da Secretaria de Educação e Esportes, com efeito retroativo a 01 de fevereiro de 2021.: [27, 456, 383, 469]
entry-number: Nº 843: [387, 876, 404, 883]
entry-action: Dispensar, a pedido,: [47, 813, 95, 820]
gazette-entry: Nº 839 - Designar MARIA DO DESTERRO LEAO ALVES, matrícula nº 190.581-3, para exercer a Função Gratificada de Coordenadora Geral de Administração e Finanças, símbolo FDA-4, da Secretaria de Educação e Esportes, com efeito retroativo a 01 de fevereiro de 2021.: [387, 773, 743, 786]
entry-details: , matrícula nº 135.400-6, da Função Gratificada de Coordenadora Geral de Planejamento e Articulação, símbolo FDA-4, da Secretaria de Educação e Esportes, com efeito retroativo a 01 de fevereiro de 2021.: [387, 151, 743, 165]
entry-details: , matrícula nº 169.905-8, da Função Gratificada de Coordenadora Geral de Desenvolvimento da Educação, símbolo FDA-4, da Secretaria de Educação e Esportes, com efeito retroativo a 01 de fevereiro de 2021.: [27, 74, 383, 87]
entry-person-name: JOSELMA PEREIRA CANEJO: [457, 203, 531, 210]
